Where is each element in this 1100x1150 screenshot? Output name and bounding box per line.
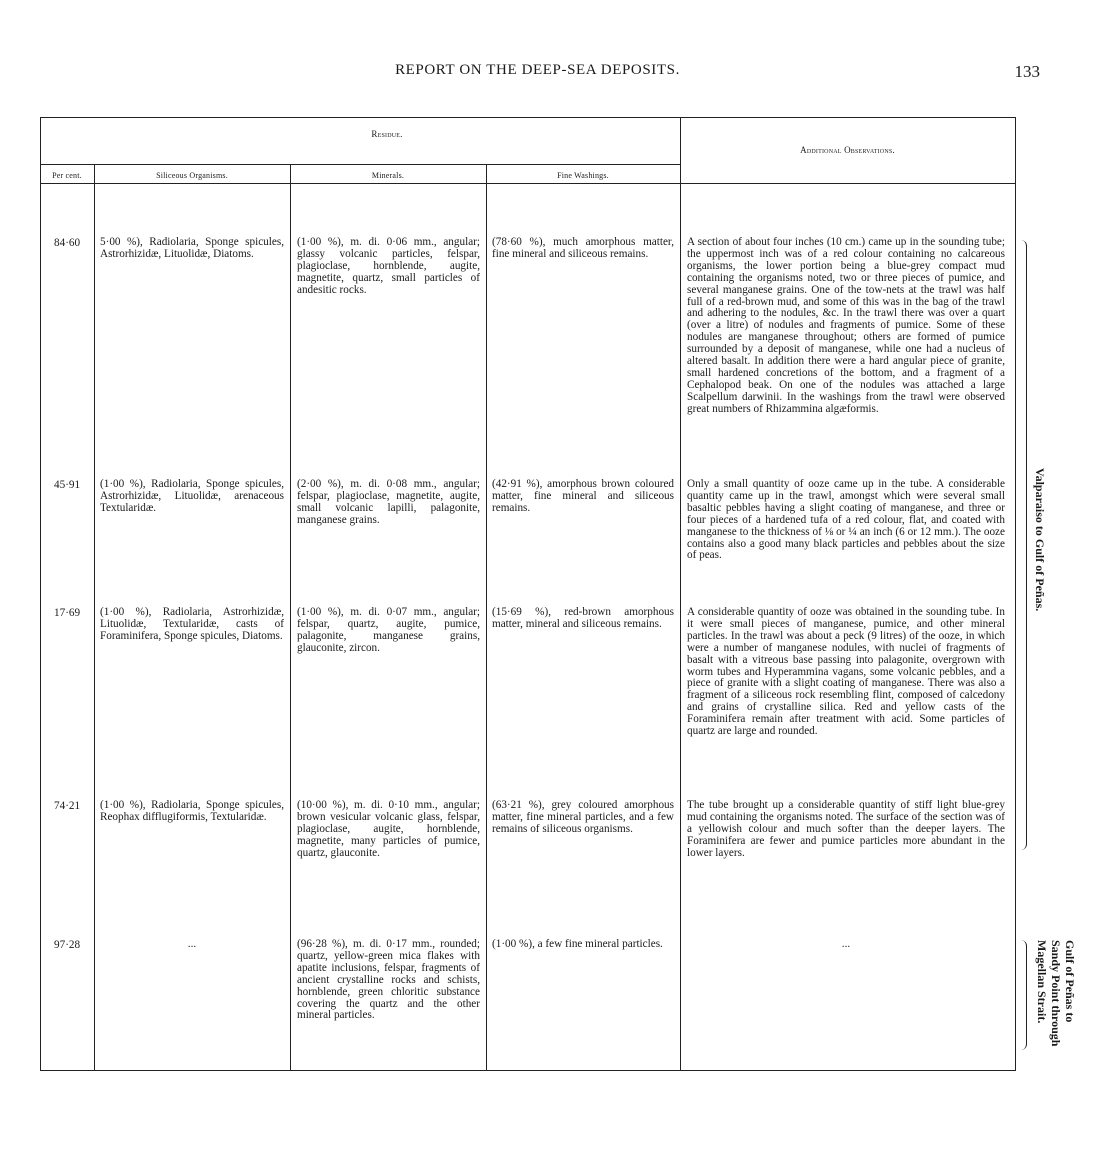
running-title: REPORT ON THE DEEP-SEA DEPOSITS. [395,62,680,78]
siliceous-header: Siliceous Organisms. [156,171,228,180]
running-head [0,62,1100,86]
table-top-rule [40,117,1015,118]
row4-observations: The tube brought up a considerable quantity of stiff light blue-grey mud containing the organisms noted. The surface of the section was of a yellowish colour and much softer than the deeper layers. The Foraminifera are fewer and pumice particles more abundant in the lower layers. [687,799,1005,859]
deposits-table [40,117,1015,1072]
col-rule-5 [680,117,681,1071]
row2-minerals: (2·00 %), m. di. 0·08 mm., angular; felspar, plagioclase, magnetite, augite, small volcanic lapilli, palagonite, manganese grains. [297,478,480,526]
row1-minerals: (1·00 %), m. di. 0·06 mm., angular; glassy volcanic particles, felspar, plagioclase, hornblende, augite, magnetite, quartz, small particles of andesitic rocks. [297,236,480,296]
upper-route-label: Valparaiso to Gulf of Peñas. [1033,468,1047,612]
header-bottom-rule [40,183,1015,184]
row4-per-cent: 74·21 [54,800,81,812]
row1-per-cent: 84·60 [54,237,81,249]
upper-route-brace [1020,240,1027,850]
row4-minerals: (10·00 %), m. di. 0·10 mm., angular; brown vesicular volcanic glass, felspar, plagioclase, augite, hornblende, magnetite, many particles of pumice, quartz, glauconite. [297,799,480,859]
per-cent-header: Per cent. [52,171,82,180]
row1-observations [687,237,1005,416]
col-rule-2 [94,165,95,1071]
row1-siliceous: 5·00 %), Radiolaria, Sponge spicules, Astrorhizidæ, Lituolidæ, Diatoms. [100,236,284,260]
row3-siliceous: (1·00 %), Radiolaria, Astrorhizidæ, Lituolidæ, Textularidæ, casts of Foraminifera, Sponge spicules, Diatoms. [100,606,284,642]
row4-siliceous: (1·00 %), Radiolaria, Sponge spicules, Reophax difflugiformis, Textularidæ. [100,799,284,823]
col-rule-4 [486,165,487,1071]
row2-siliceous: (1·00 %), Radiolaria, Sponge spicules, Astrorhizidæ, Lituolidæ, arenaceous Textularidæ. [100,478,284,514]
lower-route-label-1: Gulf of Peñas to [1063,940,1077,1023]
col-rule-3 [290,165,291,1071]
row3-observations: A considerable quantity of ooze was obtained in the sounding tube. In it were small pieces of manganese, pumice, and other mineral particles. In the trawl was about a peck (9 litres) of the ooze, in which were a number of manganese nodules, with nuclei of fragments of basalt with a vitreous base passing into palagonite, overgrown with worm tubes and Hyperammina vagans, some volcanic pebbles, and a piece of granite with a slight coating of manganese. There was also a fragment of a siliceous rock resembling flint, composed of calcedony and grains of crystalline silica. Red and yellow casts of the Foraminifera remain after treatment with acid. Some particles of quartz are large and rounded. [687,606,1005,738]
page-number: 133 [1014,62,1040,81]
row5-per-cent: 97·28 [54,939,81,951]
row2-per-cent: 45·91 [54,479,81,491]
row4-fine-washings: (63·21 %), grey coloured amorphous matter, fine mineral particles, and a few remains of siliceous organisms. [492,799,674,835]
row5-minerals: (96·28 %), m. di. 0·17 mm., rounded; quartz, yellow-green mica flakes with apatite inclusions, felspar, fragments of ancient crystalline rocks and schists, hornblende, green chloritic substance covering the quartz and the other mineral particles. [297,938,480,1022]
row3-per-cent: 17·69 [54,607,81,619]
col-rule-6 [1015,117,1016,1071]
lower-route-label-2: Sandy Point through [1049,940,1063,1047]
row2-fine-washings: (42·91 %), amorphous brown coloured matter, fine mineral and siliceous remains. [492,478,674,514]
row1-fine-washings: (78·60 %), much amorphous matter, fine mineral and siliceous remains. [492,236,674,260]
residue-header: Residue. [371,129,403,139]
row5-siliceous: ... [187,938,197,950]
row3-minerals: (1·00 %), m. di. 0·07 mm., angular; felspar, quartz, augite, pumice, palagonite, manganese grains, glauconite, zircon. [297,606,480,654]
table-bottom-rule [40,1070,1015,1071]
row5-observations: ... [841,938,851,950]
row1-observations-text: A section of about four inches (10 cm.) came up in the sounding tube; the uppermost inch was of a red colour containing no calcareous organisms, the lower portion being a blue-grey compact mud containing the organisms noted, two or three pieces of pumice, and several manganese grains. One of the tow-nets at the trawl was half full of a red-brown mud, and some of this was in the bag of the trawl and adhering to the nodules, &c. In the trawl there was over a quart (over a litre) of nodules and fragments of pumice. Some of these nodules are manganese throughout; others are formed of pumice surrounded by a deposit of manganese, while one had a nucleus of altered basalt. In addition there were a hard angular piece of granite, small hardened concretions of the bottom, and a fragment of a Cephalopod beak. On one of the nodules was attached a large Scalpellum darwinii. In the washings from the trawl were observed great numbers of Rhizammina algæformis. [687,236,1005,415]
header-mid-rule [40,164,680,165]
fine-washings-header: Fine Washings. [557,171,609,180]
col-rule-1 [40,117,41,1071]
lower-route-label-3: Magellan Strait. [1035,940,1049,1024]
minerals-header: Minerals. [371,171,405,180]
additional-observations-header: Additional Observations. [800,145,895,155]
row3-fine-washings: (15·69 %), red-brown amorphous matter, mineral and siliceous remains. [492,606,674,630]
lower-route-brace [1020,940,1027,1050]
row5-fine-washings: (1·00 %), a few fine mineral particles. [492,938,663,950]
row2-observations: Only a small quantity of ooze came up in the tube. A considerable quantity came up in the trawl, amongst which were several small basaltic pebbles having a slight coating of manganese, and three or four pieces of a hardened tufa of a red colour, flat, and coated with manganese to the thickness of ⅛ or ¼ an inch (6 or 12 mm.). The ooze contains also a good many black particles and pebbles about the size of peas. [687,478,1005,562]
